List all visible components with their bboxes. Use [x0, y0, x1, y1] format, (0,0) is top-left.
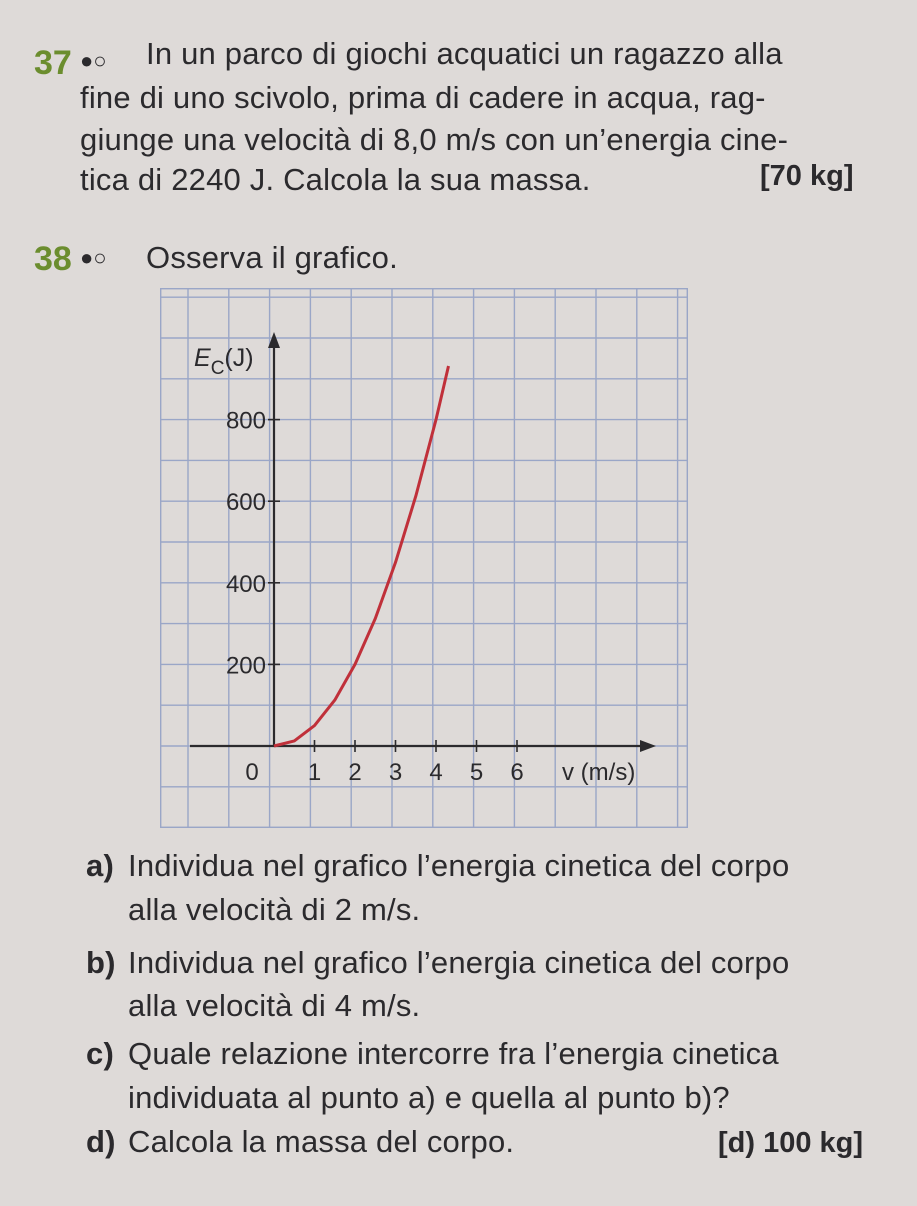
item-c-letter: c): [86, 1036, 114, 1071]
item-c-line-2: individuata al punto a) e quella al punto b)?: [128, 1080, 730, 1115]
item-a-line-1: Individua nel grafico l’energia cinetica del corpo: [128, 848, 790, 883]
y-tick-label: 400: [225, 570, 266, 598]
x-tick-label: 1: [307, 759, 322, 786]
item-b-line-1: Individua nel grafico l’energia cinetica del corpo: [128, 945, 790, 980]
difficulty-dots-icon: ●○: [80, 48, 107, 73]
y-axis-label: $E_C(J)$: [194, 344, 254, 379]
problem-38-answer-d: [d) 100 kg]: [718, 1127, 864, 1159]
item-b-letter: b): [86, 945, 116, 980]
x-tick-label: 6: [510, 759, 524, 786]
y-tick-label: 800: [225, 407, 266, 435]
x-tick-label: 3: [388, 759, 403, 786]
problem-37-line-1: In un parco di giochi acquatici un ragazzo alla: [146, 36, 783, 71]
x-axis-arrow-icon: [640, 740, 656, 752]
x-tick-label: 0: [245, 759, 259, 786]
kinetic-energy-chart: [160, 288, 688, 828]
y-tick-label: 200: [225, 652, 266, 680]
y-tick-label: 600: [225, 489, 266, 517]
problem-38-number: 38: [34, 240, 72, 278]
item-a-letter: a): [86, 848, 114, 883]
chart-series: [274, 366, 449, 746]
problem-37-line-4: tica di 2240 J. Calcola la sua massa.: [80, 162, 591, 197]
difficulty-dots-icon: ●○: [80, 245, 107, 270]
problem-37-number: 37: [34, 44, 72, 82]
chart-labels: [194, 344, 635, 786]
problem-37-line-3: giunge una velocità di 8,0 m/s con un’energia cine-: [80, 122, 789, 157]
series-line: [274, 366, 449, 746]
problem-37-answer: [70 kg]: [760, 160, 854, 192]
x-tick-label: 5: [469, 759, 484, 786]
item-d-letter: d): [86, 1124, 116, 1159]
item-c-line-1: Quale relazione intercorre fra l’energia cinetica: [128, 1036, 779, 1071]
problem-38-intro: Osserva il grafico.: [146, 240, 398, 275]
x-tick-label: 4: [429, 759, 443, 786]
item-a-line-2: alla velocità di 2 m/s.: [128, 892, 421, 927]
problem-37-line-2: fine di uno scivolo, prima di cadere in acqua, rag-: [80, 80, 766, 115]
x-axis-label: v (m/s): [562, 759, 636, 786]
x-tick-label: 2: [348, 759, 362, 786]
item-d-line-1: Calcola la massa del corpo.: [128, 1124, 515, 1159]
item-b-line-2: alla velocità di 4 m/s.: [128, 988, 421, 1023]
